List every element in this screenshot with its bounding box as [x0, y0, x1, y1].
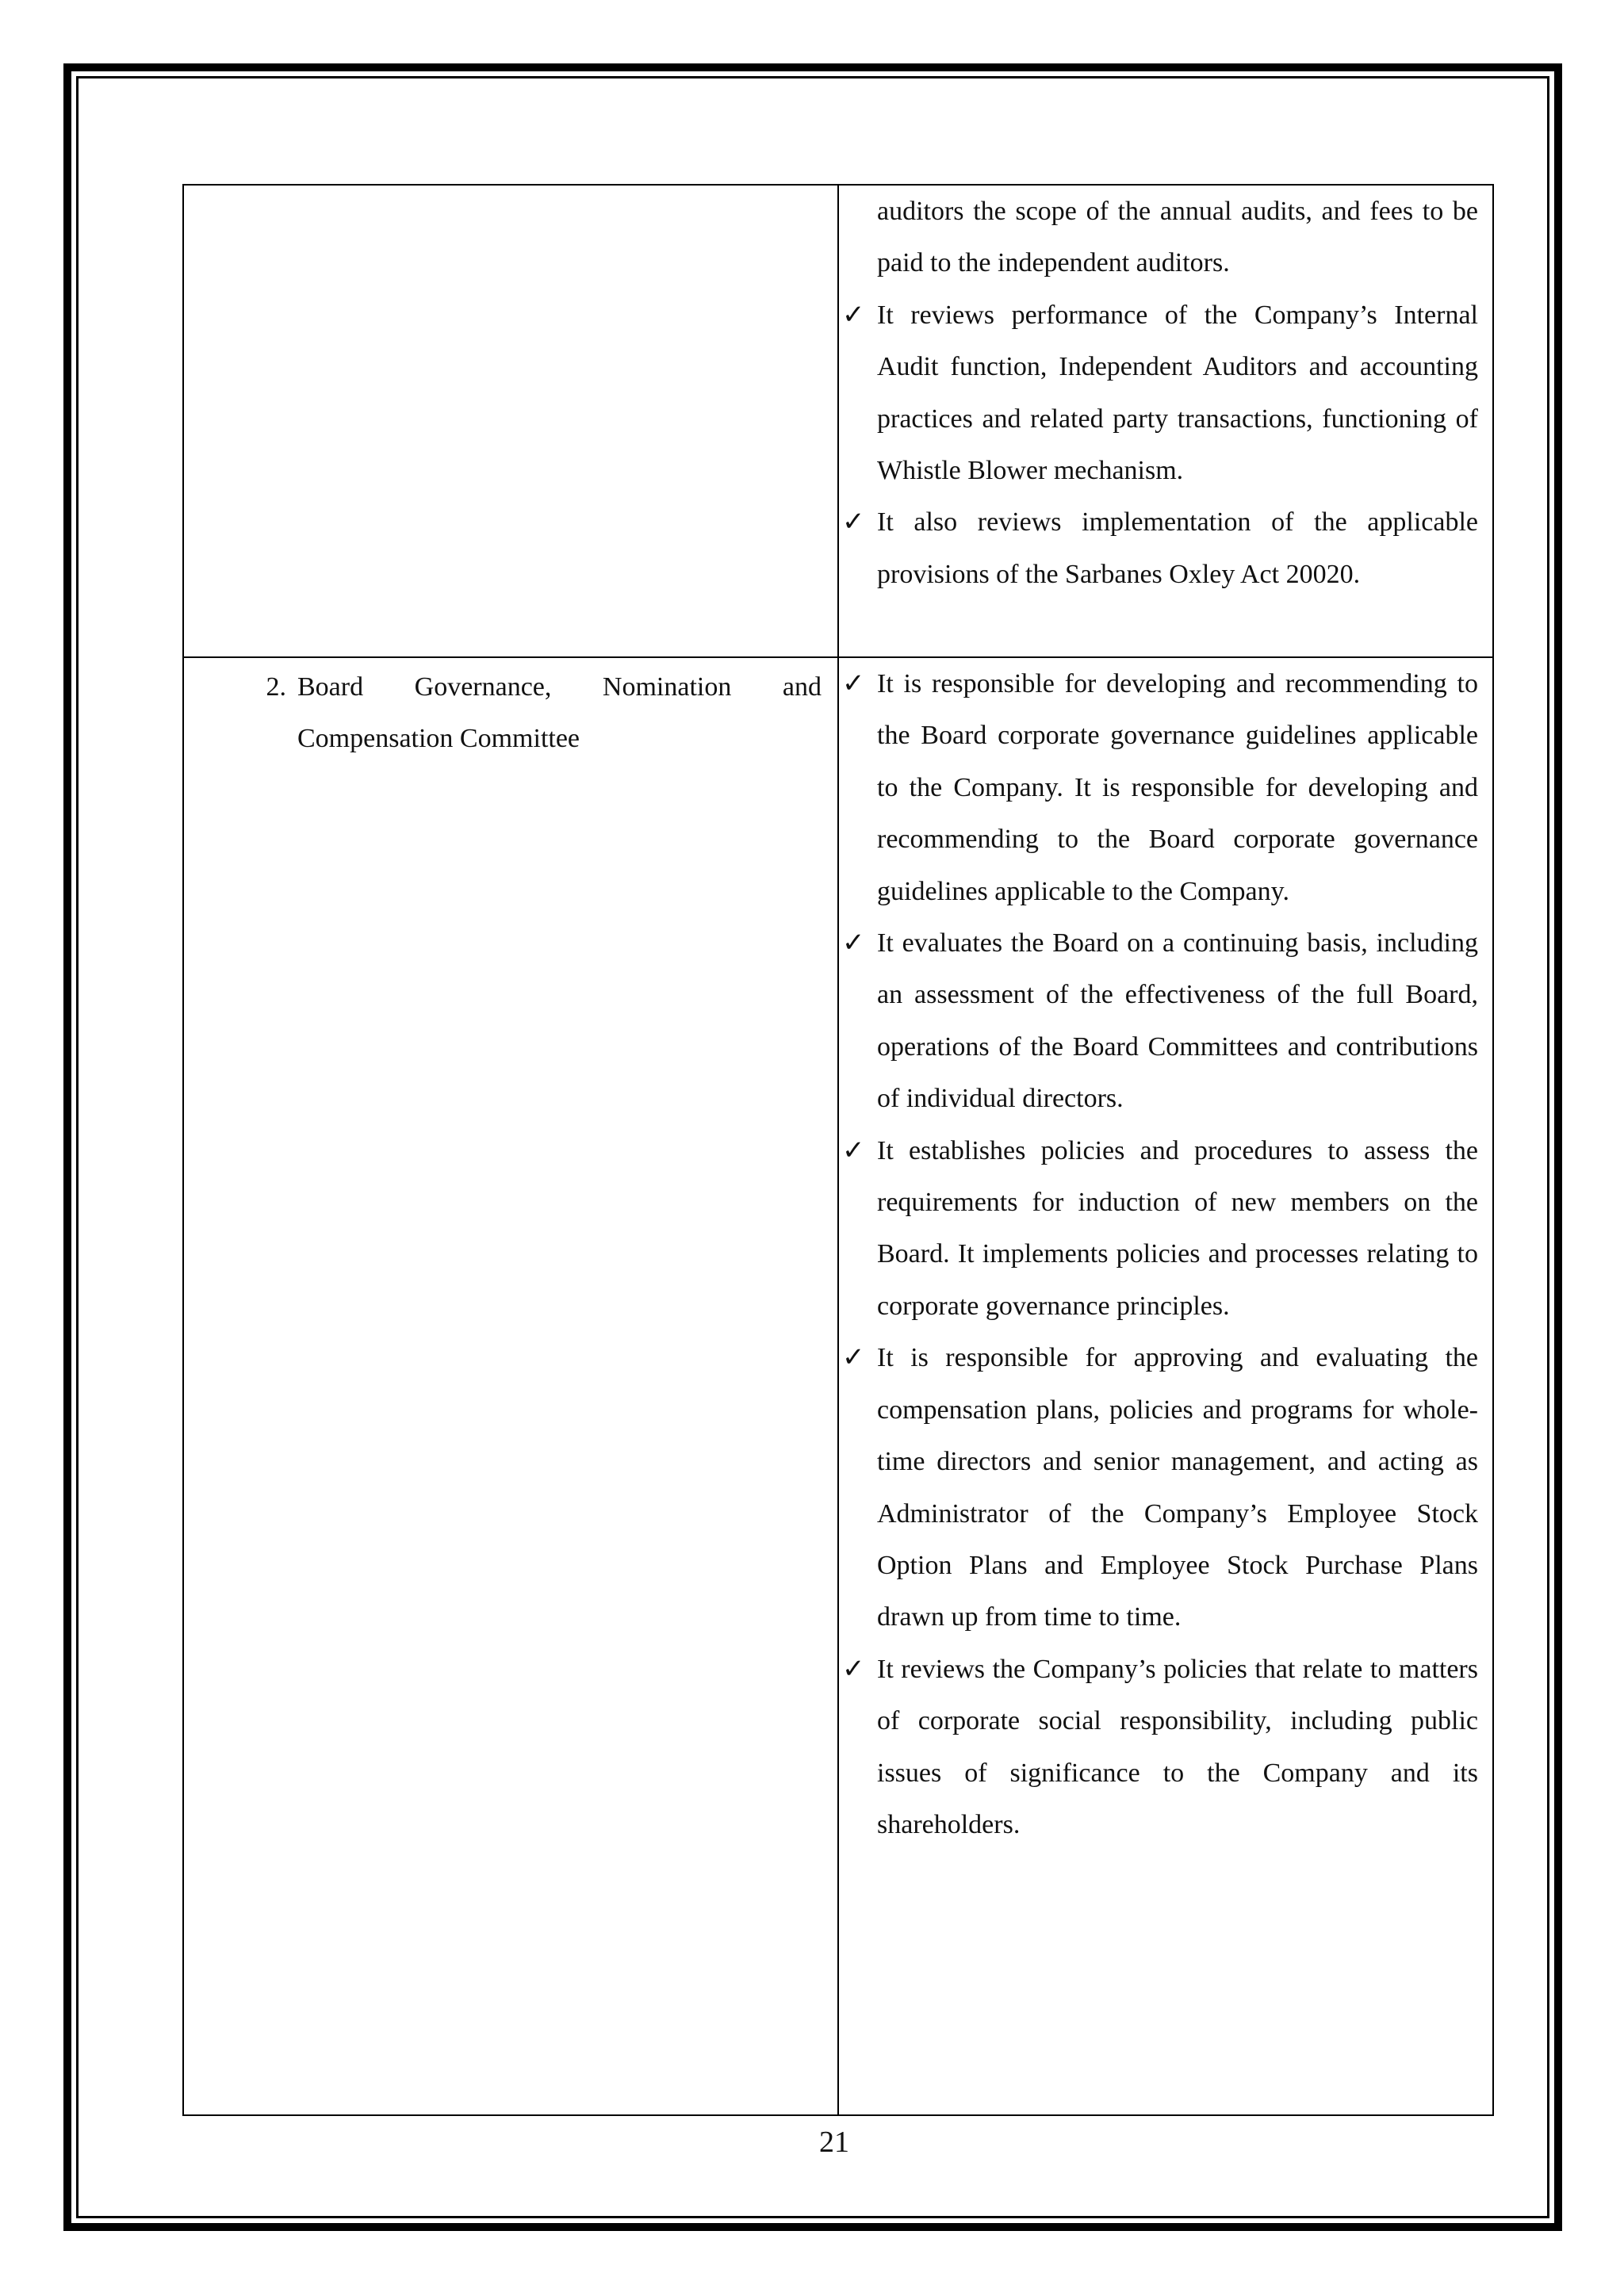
committees-table [182, 184, 1494, 2116]
committee-duties-cell [838, 657, 1493, 2115]
checkmark-icon: ✓ [842, 507, 865, 538]
duty-text: It is responsible for developing and recommending to the Board corporate governance guidelines applicable to the Company. It is responsible for developing and recommending to the Board corporate governance guidelines applicable to the Company. [877, 669, 1478, 906]
duty-text: It is responsible for approving and evaluating the compensation plans, policies and programs for whole-time directors and senior management, and acting as Administrator of the Company’s Employee Stock Option Plans and Employee Stock Purchase Plans drawn up from time to time. [877, 1343, 1478, 1632]
duty-text: It also reviews implementation of the applicable provisions of the Sarbanes Oxley Act 20020. [877, 507, 1478, 589]
duty-bullet [839, 1125, 1478, 1333]
committee-name-cell [183, 185, 838, 657]
committee-name: Board Governance, Nomination and Compensation Committee [297, 672, 822, 754]
checkmark-icon: ✓ [842, 1135, 865, 1165]
checkmark-icon: ✓ [842, 300, 865, 330]
table-row [183, 657, 1493, 2115]
committee-item [184, 661, 822, 765]
duty-text: It evaluates the Board on a continuing basis, including an assessment of the effectiveness of the full Board, operations of the Board Committees and contributions of individual directors. [877, 928, 1478, 1114]
duty-continuation-text: auditors the scope of the annual audits, and fees to be paid to the independent auditors. [877, 197, 1478, 278]
committee-duties-cell [838, 185, 1493, 657]
duty-bullet [839, 658, 1478, 917]
duty-text: It reviews performance of the Company’s Internal Audit function, Independent Auditors and accounting practices and related party transactions, functioning of Whistle Blower mechanism. [877, 300, 1478, 486]
page-number: 21 [819, 2126, 849, 2159]
committee-name-cell [183, 657, 838, 2115]
committee-number: 2. [266, 672, 286, 702]
duty-bullet [839, 1332, 1478, 1643]
checkmark-icon: ✓ [842, 1654, 865, 1684]
table-row [183, 185, 1493, 657]
duty-text: It establishes policies and procedures to assess the requirements for induction of new members on the Board. It implements policies and processes relating to corporate governance principles. [877, 1135, 1478, 1321]
duty-text: It reviews the Company’s policies that relate to matters of corporate social responsibility, including public issues of significance to the Company and its shareholders. [877, 1654, 1478, 1839]
duty-bullet [839, 1644, 1478, 1851]
duty-bullet [839, 917, 1478, 1125]
checkmark-icon: ✓ [842, 669, 865, 698]
duty-bullet [839, 496, 1478, 600]
duty-bullet [839, 289, 1478, 497]
checkmark-icon: ✓ [842, 1343, 865, 1373]
checkmark-icon: ✓ [842, 928, 865, 959]
